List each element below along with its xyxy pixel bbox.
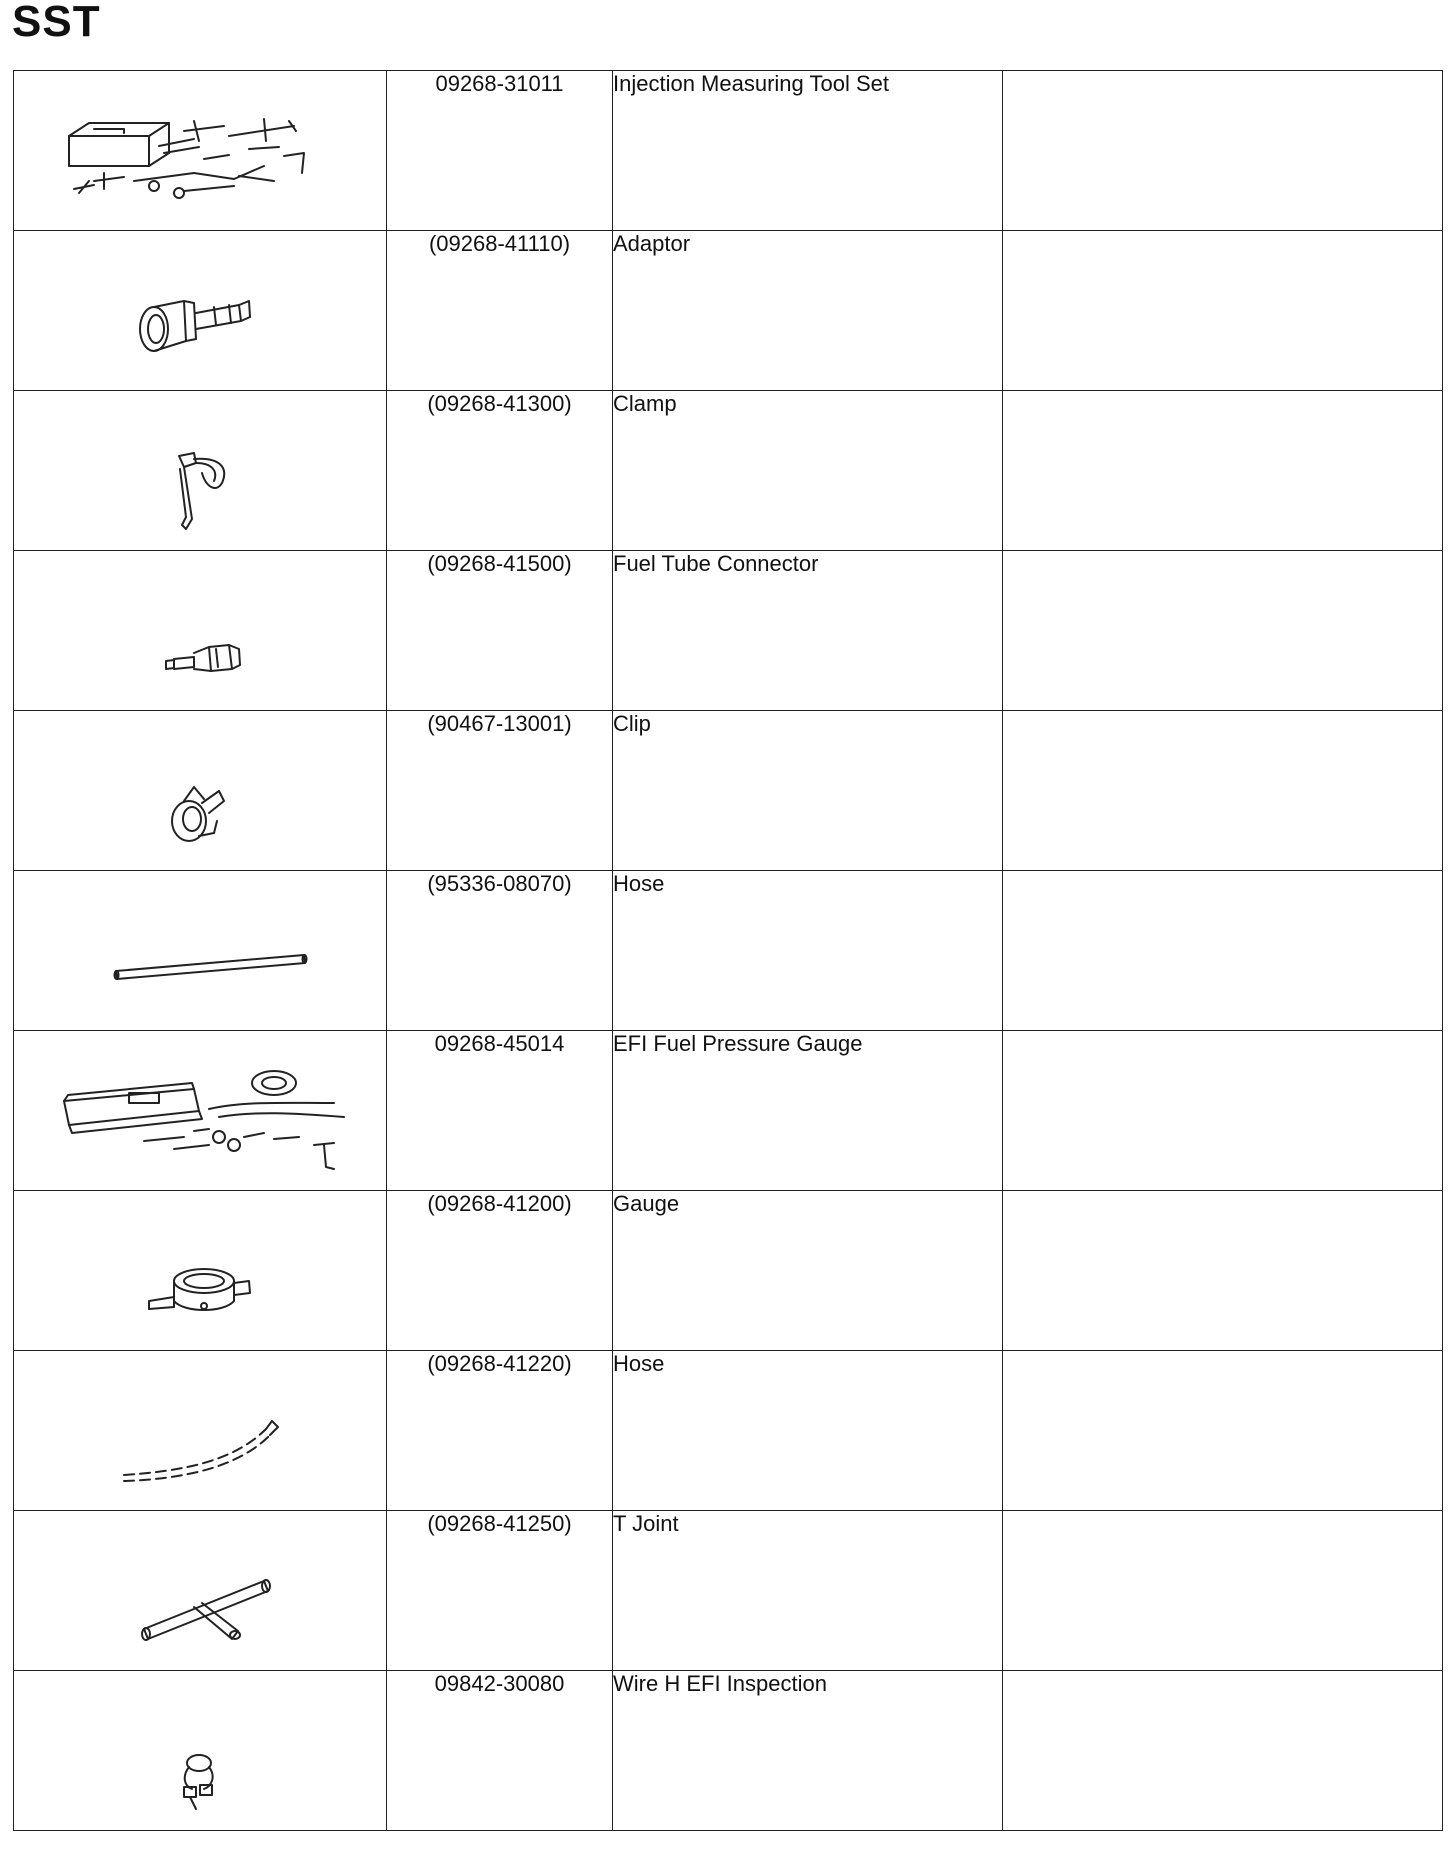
tool-image-cell: [14, 391, 387, 551]
table-row: [14, 391, 1443, 551]
tool-image-cell: [14, 1671, 387, 1831]
tool-image-cell: [14, 1031, 387, 1191]
part-number: (95336-08070): [387, 871, 613, 1031]
table-row: [14, 551, 1443, 711]
part-number: (09268-41200): [387, 1191, 613, 1351]
fuel-tube-connector-icon: [34, 561, 366, 701]
tool-name: Injection Measuring Tool Set: [613, 71, 1003, 231]
part-number: (09268-41250): [387, 1511, 613, 1671]
tool-name: Clamp: [613, 391, 1003, 551]
tool-note: [1003, 1671, 1443, 1831]
table-row: [14, 871, 1443, 1031]
tool-note: [1003, 391, 1443, 551]
tool-note: [1003, 711, 1443, 871]
tool-name: EFI Fuel Pressure Gauge: [613, 1031, 1003, 1191]
tool-name: Hose: [613, 1351, 1003, 1511]
tool-note: [1003, 1511, 1443, 1671]
table-row: [14, 1031, 1443, 1191]
inspection-wire-icon: [34, 1681, 366, 1821]
tool-note: [1003, 71, 1443, 231]
sst-table: [13, 70, 1443, 1831]
tool-image-cell: [14, 1351, 387, 1511]
part-number: (90467-13001): [387, 711, 613, 871]
part-number: 09268-31011: [387, 71, 613, 231]
tool-image-cell: [14, 711, 387, 871]
tool-image-cell: [14, 1511, 387, 1671]
tool-note: [1003, 871, 1443, 1031]
tool-image-cell: [14, 871, 387, 1031]
tool-image-cell: [14, 71, 387, 231]
gauge-icon: [34, 1201, 366, 1341]
tool-image-cell: [14, 231, 387, 391]
table-row: [14, 71, 1443, 231]
tool-name: Gauge: [613, 1191, 1003, 1351]
page-title: SST: [12, 0, 101, 46]
tool-note: [1003, 1031, 1443, 1191]
tool-name: Wire H EFI Inspection: [613, 1671, 1003, 1831]
table-row: [14, 1351, 1443, 1511]
tool-note: [1003, 231, 1443, 391]
table-row: [14, 711, 1443, 871]
hose-icon: [34, 881, 366, 1021]
table-row: [14, 1191, 1443, 1351]
tool-name: Hose: [613, 871, 1003, 1031]
part-number: (09268-41220): [387, 1351, 613, 1511]
part-number: 09842-30080: [387, 1671, 613, 1831]
tool-name: Adaptor: [613, 231, 1003, 391]
tool-image-cell: [14, 551, 387, 711]
tool-note: [1003, 1191, 1443, 1351]
table-row: [14, 1671, 1443, 1831]
clip-icon: [34, 721, 366, 861]
curved-hose-icon: [34, 1361, 366, 1501]
part-number: (09268-41500): [387, 551, 613, 711]
tool-note: [1003, 551, 1443, 711]
tool-name: T Joint: [613, 1511, 1003, 1671]
clamp-icon: [34, 401, 366, 541]
tool-note: [1003, 1351, 1443, 1511]
part-number: 09268-45014: [387, 1031, 613, 1191]
tool-image-cell: [14, 1191, 387, 1351]
table-row: [14, 1511, 1443, 1671]
part-number: (09268-41300): [387, 391, 613, 551]
part-number: (09268-41110): [387, 231, 613, 391]
injection-tool-set-icon: [34, 81, 366, 221]
tool-name: Clip: [613, 711, 1003, 871]
table-row: [14, 231, 1443, 391]
tool-name: Fuel Tube Connector: [613, 551, 1003, 711]
adaptor-icon: [34, 241, 366, 381]
efi-fuel-pressure-gauge-set-icon: [34, 1041, 366, 1181]
t-joint-icon: [34, 1521, 366, 1661]
